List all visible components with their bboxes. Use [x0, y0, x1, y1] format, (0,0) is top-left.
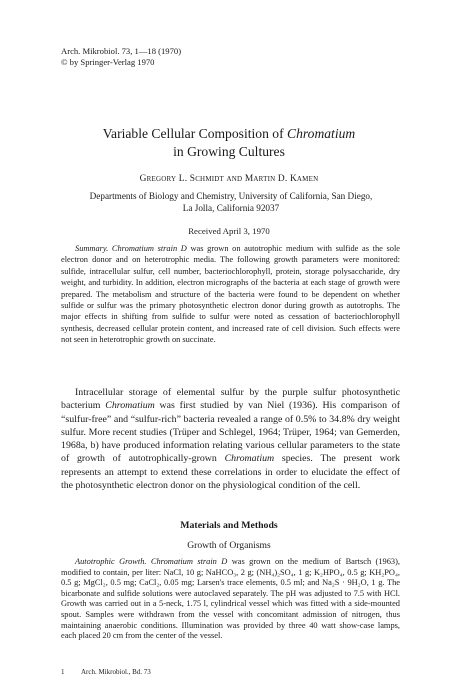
journal-header — [61, 46, 181, 68]
intro-genus-2: Chromatium — [224, 453, 275, 465]
intro-part1: Intracellular storage of elemental sulfur by the purple sulfur photosynthetic bacterium — [61, 387, 400, 412]
received-date: Received April 3, 1970 — [188, 226, 270, 236]
signature-number: 1 — [61, 668, 65, 676]
affiliation — [61, 191, 401, 214]
affiliation-line2: La Jolla, California 92037 — [182, 202, 280, 213]
affiliation-line1: Departments of Biology and Chemistry, University of California, San Diego, — [89, 191, 373, 201]
footer-journal: Arch. Mikrobiol., Bd. 73 — [81, 668, 151, 676]
title-line1: Variable Cellular Composition of — [102, 126, 284, 141]
methods-body: was grown on the medium of Bartsch (1963), modified to contain, per liter: NaCl, 10 g; NaHCO₃, 2 g; (NH₄)₂SO₄, 1 g; K₂HPO₄, 0.5 g; KH₂PO₄, 0.5 g; MgCl₂, 0.5 mg; CaCl₂, 0.05 mg; Larsen's trace elements, 0.5 ml; and Na₂S · 9H₂O, 1 g. The bicarbonate and sulfide solutions were autoclaved separately. The pH was adjusted to 7.5 with HCl. Growth was carried out in a 5-neck, 1.75 l, cylindrical vessel which was fitted with a side-mounted spout. Samples were withdrawn from the vessel with concomitant admission of nitrogen, thus maintaining anaerobic conditions. Illumination was provided by three 40 watt show-case lamps, each placed 20 cm from the center of the vessel. — [61, 557, 400, 641]
subsection-heading: Growth of Organisms — [187, 540, 271, 551]
methods-paragraph — [61, 557, 400, 642]
summary-body: was grown on autotrophic medium with sulfide as the sole electron donor and on heterotrophic media. The following growth parameters were monitored: sulfide, intracellular sulfur, cell number, bacteriochlorophyll, protein, storage polysaccharide, dry weight, and turbidity. In addition, electron micrographs of the bacteria at each stage of growth were prepared. The metabolism and structure of the bacteria were found to be dependent on whether sulfide or sulfur was the primary photosynthetic electron donor during growth as autotrophs. The major effects in shifting from sulfide to sulfur were noted as cessation of bacteriochlorophyll synthesis, decreased cellular protein content, and increased rate of cell division. Such effects were not seen in heterotrophic growth on succinate. — [61, 244, 400, 345]
page-footer — [61, 668, 151, 676]
section-heading: Materials and Methods — [180, 520, 278, 531]
intro-paragraph — [61, 386, 400, 492]
intro-genus-1: Chromatium — [105, 400, 155, 412]
methods-lead: Autotrophic Growth. Chromatium strain D — [75, 557, 228, 566]
title-line2: in Growing Cultures — [173, 144, 285, 159]
intro-part3: species. The present work represents an attempt to extend these correlations in order to elucidate the effect of the photosynthetic electron donor on the physiological condition of the cell. — [61, 453, 400, 492]
authors: Gregory L. Schmidt and Martin D. Kamen — [139, 174, 319, 184]
title-genus: Chromatium — [287, 126, 356, 141]
article-title — [0, 125, 458, 161]
copyright-line: © by Springer-Verlag 1970 — [61, 57, 155, 67]
journal-citation: Arch. Mikrobiol. 73, 1—18 (1970) — [61, 46, 182, 56]
summary-lead: Summary. Chromatium strain D — [75, 244, 187, 253]
intro-part2: was first studied by van Niel (1936). His comparison of “sulfur-free” and “sulfur-rich” bacteria revealed a range of 0.5% to 34.8% dry weight sulfur. More recent studies (Trüper and Schlegel, 1964; Trüper, 1964; van Gemerden, 1968a, b) have produced information relating various cellular parameters to the state of growth of autotrophically-grown — [61, 400, 400, 465]
summary-paragraph — [61, 243, 400, 346]
